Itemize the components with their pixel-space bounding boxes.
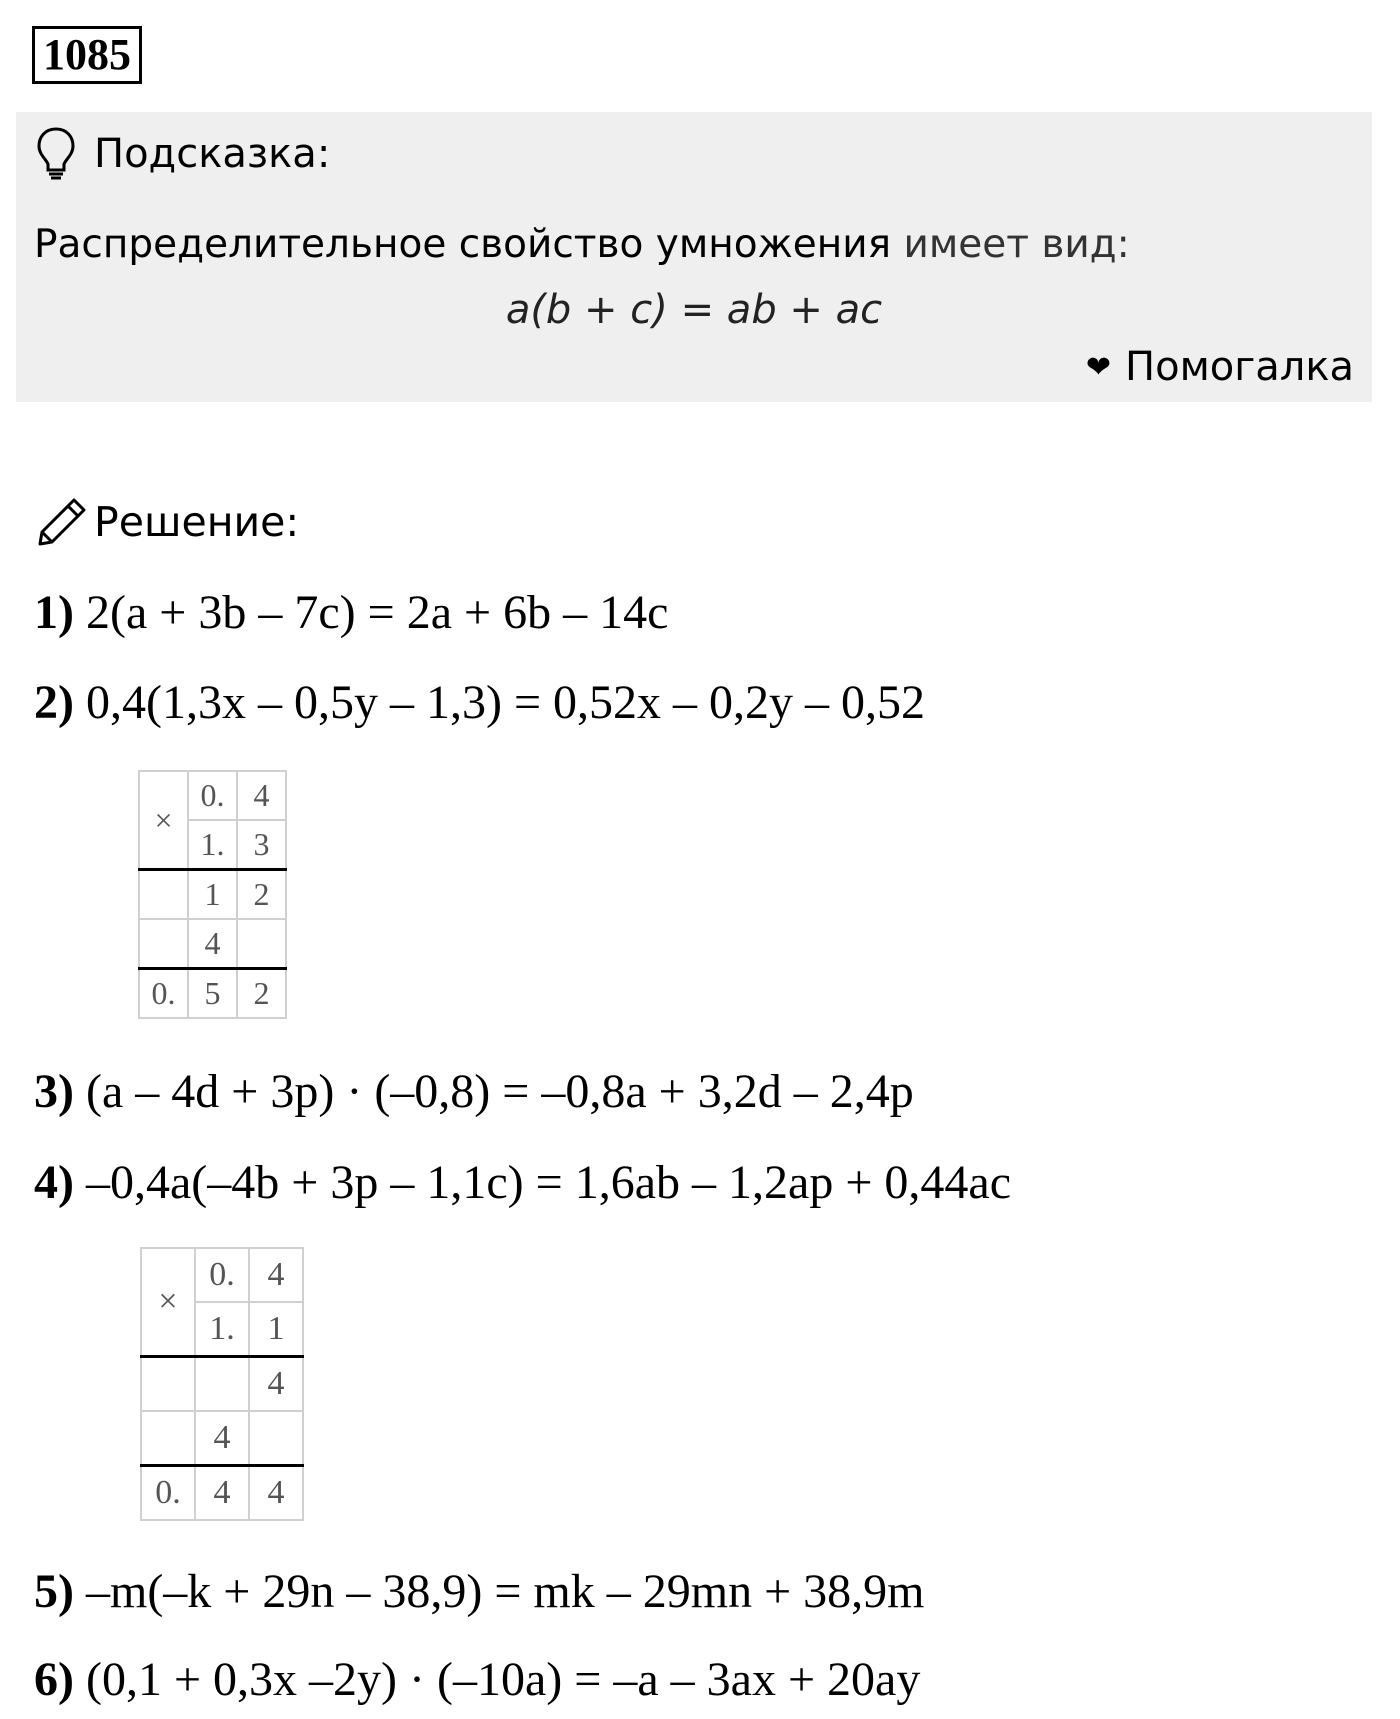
multiplication-table-1	[138, 770, 287, 1019]
solution-line-2	[34, 675, 925, 731]
pencil-icon	[36, 496, 88, 548]
rule-tail: имеет вид:	[903, 222, 1130, 267]
table-cell: 1.	[188, 820, 237, 870]
brand-link[interactable]	[1086, 344, 1354, 390]
table-cell: 0.	[188, 771, 237, 820]
table-cell: 0.	[141, 1466, 195, 1521]
line-expression: –m(–k + 29n – 38,9) = mk – 29mn + 38,9m	[85, 1565, 925, 1618]
table-cell: 4	[249, 1357, 303, 1412]
table-row	[139, 919, 286, 969]
table-cell: 4	[195, 1466, 249, 1521]
line-number: 6)	[34, 1653, 74, 1706]
solution-line-5	[34, 1564, 925, 1620]
line-number: 1)	[34, 586, 74, 639]
solution-title: Решение:	[94, 498, 300, 546]
line-number: 2)	[34, 676, 74, 729]
hint-header	[36, 126, 330, 182]
table-cell: 4	[195, 1411, 249, 1466]
table-cell	[139, 919, 188, 969]
table-cell	[141, 1357, 195, 1412]
table-cell	[141, 1411, 195, 1466]
table-cell: 1	[249, 1302, 303, 1357]
table-row	[139, 969, 286, 1019]
table-cell	[249, 1411, 303, 1466]
hint-rule	[34, 222, 1130, 267]
table-cell: 4	[237, 771, 286, 820]
multiplication-table-2	[140, 1247, 304, 1521]
table-row	[141, 1248, 303, 1302]
line-expression: –0,4a(–4b + 3p – 1,1c) = 1,6ab – 1,2ap + 0,44ac	[85, 1156, 1011, 1209]
table-cell	[195, 1357, 249, 1412]
solution-line-1	[34, 585, 668, 641]
line-expression: (a – 4d + 3p) · (–0,8) = –0,8a + 3,2d – 2,4p	[85, 1065, 914, 1118]
distributive-formula: a(b + c) = ab + ac	[505, 287, 883, 333]
table-row	[139, 771, 286, 820]
table-cell: ×	[139, 771, 188, 870]
line-number: 4)	[34, 1156, 74, 1209]
table-cell: 0.	[139, 969, 188, 1019]
table-cell: 1.	[195, 1302, 249, 1357]
table-cell: 2	[237, 969, 286, 1019]
table-cell: 0.	[195, 1248, 249, 1302]
solution-line-3	[34, 1064, 914, 1120]
table-row	[139, 870, 286, 920]
solution-line-6	[34, 1652, 920, 1708]
solution-header	[36, 496, 299, 548]
brand-label: Помогалка	[1125, 344, 1354, 390]
task-number: 1085	[32, 26, 142, 84]
table-cell: 1	[188, 870, 237, 920]
table-cell: 4	[249, 1466, 303, 1521]
table-row	[141, 1411, 303, 1466]
table-cell	[237, 919, 286, 969]
table-row	[141, 1357, 303, 1412]
table-cell: 5	[188, 969, 237, 1019]
line-expression: 2(a + 3b – 7c) = 2a + 6b – 14c	[85, 586, 669, 639]
solution-line-4	[34, 1155, 1011, 1211]
hint-title: Подсказка:	[94, 131, 331, 177]
line-expression: 0,4(1,3x – 0,5y – 1,3) = 0,52x – 0,2y – 0,52	[85, 676, 926, 729]
heart-icon: ❤	[1085, 349, 1112, 385]
table-cell	[139, 870, 188, 920]
line-number: 3)	[34, 1065, 74, 1118]
line-number: 5)	[34, 1565, 74, 1618]
table-cell: 4	[249, 1248, 303, 1302]
table-cell: ×	[141, 1248, 195, 1357]
rule-name: Распределительное свойство умножения	[34, 222, 892, 267]
line-expression: (0,1 + 0,3x –2y) · (–10a) = –a – 3ax + 20ay	[85, 1653, 921, 1706]
table-row	[141, 1466, 303, 1521]
table-cell: 4	[188, 919, 237, 969]
table-cell: 3	[237, 820, 286, 870]
lightbulb-icon	[36, 126, 76, 182]
hint-box	[16, 112, 1372, 402]
table-cell: 2	[237, 870, 286, 920]
